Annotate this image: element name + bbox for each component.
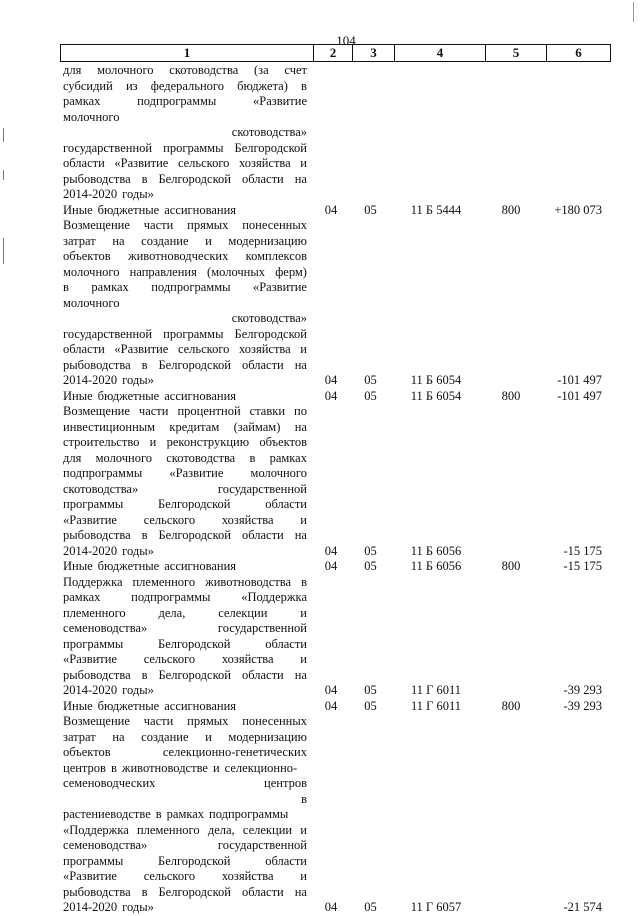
subsection-code: 05: [364, 559, 377, 573]
description-line: семеноводства» государственной: [63, 621, 307, 635]
page-number: 104: [336, 33, 356, 48]
description-line: для молочного скотоводства в рамках: [63, 450, 307, 465]
row-values: [312, 544, 604, 560]
description-line: семеноводческих центров: [63, 776, 307, 790]
description-line: рамках подпрограммы «Поддержка: [63, 590, 307, 604]
table-row: [60, 714, 604, 916]
description-line: затрат на создание и модернизацию: [63, 729, 307, 744]
target-article-code: 11 Б 6054: [410, 388, 462, 403]
subsection-code: 05: [364, 202, 377, 217]
description-line: Возмещение части прямых понесенных: [63, 714, 307, 728]
row-values: [312, 900, 604, 916]
description-line: в: [301, 791, 307, 806]
description-line: Возмещение части прямых понесенных: [63, 218, 307, 232]
row-description: [60, 714, 307, 916]
table-body: [60, 63, 604, 916]
row-description: [60, 203, 307, 219]
description-line: «Развитие сельского хозяйства и: [63, 869, 307, 883]
description-line: в рамках подпрограммы «Развитие: [63, 280, 307, 294]
row-values: [312, 389, 604, 405]
description-line: племенного дела, селекции и: [63, 605, 307, 620]
description-line: молочного: [63, 109, 120, 124]
subsection-code: 05: [364, 373, 377, 387]
table-row: [60, 218, 604, 389]
section-code: 04: [324, 698, 338, 713]
target-article-code: 11 Б 5444: [410, 202, 462, 217]
description-line: государственной программы Белгородской: [63, 326, 307, 341]
description-line: рыбоводства в Белгородской области на: [63, 528, 307, 542]
scan-edge-mark: [3, 128, 4, 142]
header-col-3: 3: [353, 45, 395, 62]
section-code: 04: [324, 373, 338, 387]
description-line: Иные бюджетные ассигнования: [63, 559, 237, 573]
description-line: 2014-2020 годы»: [63, 900, 154, 914]
row-description: [60, 389, 307, 405]
description-line: Иные бюджетные ассигнования: [63, 388, 237, 403]
description-line: области «Развитие сельского хозяйства и: [63, 342, 307, 356]
target-article-code: 11 Г 6011: [410, 683, 462, 697]
description-line: рыбоводства в Белгородской области на: [63, 884, 307, 899]
table-row: [60, 389, 604, 405]
amount-change: -39 293: [563, 698, 602, 713]
row-description: [60, 699, 307, 715]
row-description: [60, 218, 307, 389]
row-description: [60, 559, 307, 575]
description-line: Иные бюджетные ассигнования: [63, 698, 237, 713]
amount-change: -39 293: [563, 683, 602, 697]
description-line: рыбоводства в Белгородской области на: [63, 357, 307, 372]
table-header: [60, 44, 611, 62]
header-col-4: 4: [395, 45, 486, 62]
description-line: Возмещение части процентной ставки по: [63, 404, 307, 418]
amount-change: -101 497: [557, 373, 602, 387]
amount-change: -15 175: [563, 543, 602, 558]
amount-change: -15 175: [563, 559, 602, 573]
row-values: [312, 683, 604, 699]
description-line: подпрограммы «Развитие молочного: [63, 466, 307, 480]
table-row: [60, 404, 604, 559]
description-line: рыбоводства в Белгородской области на: [63, 171, 307, 186]
section-code: 04: [324, 543, 338, 558]
description-line: строительство и реконструкцию объектов: [63, 435, 307, 449]
amount-change: -21 574: [563, 900, 602, 914]
header-col-5: 5: [486, 45, 547, 62]
description-line: 2014-2020 годы»: [63, 187, 154, 201]
description-line: рамках подпрограммы «Развитие: [63, 94, 307, 108]
description-line: скотоводства»: [231, 311, 307, 325]
subsection-code: 05: [364, 683, 377, 697]
description-line: 2014-2020 годы»: [63, 373, 154, 387]
description-line: объектов селекционно-генетических: [63, 745, 307, 759]
description-line: скотоводства» государственной: [63, 481, 307, 496]
table-row: [60, 203, 604, 219]
description-line: 2014-2020 годы»: [63, 683, 154, 697]
description-line: программы Белгородской области: [63, 497, 307, 511]
expense-type-code: 800: [501, 559, 521, 573]
description-line: «Развитие сельского хозяйства и: [63, 512, 307, 527]
row-description: [60, 404, 307, 559]
expense-type-code: 800: [501, 698, 521, 713]
description-line: инвестиционным кредитам (займам) на: [63, 419, 307, 434]
subsection-code: 05: [364, 543, 377, 558]
header-col-6: 6: [547, 45, 611, 62]
description-line: Поддержка племенного животноводства в: [63, 574, 307, 589]
scan-edge-mark: [3, 170, 4, 180]
target-article-code: 11 Б 6054: [410, 373, 462, 387]
description-line: 2014-2020 годы»: [63, 543, 154, 558]
table-row: [60, 575, 604, 699]
description-line: объектов животноводческих комплексов: [63, 249, 307, 263]
description-line: центров в животноводстве и селекционно-: [63, 760, 298, 775]
row-description: [60, 575, 307, 699]
table-row: [60, 699, 604, 715]
expense-type-code: 800: [501, 202, 521, 217]
section-code: 04: [324, 202, 338, 217]
section-code: 04: [324, 683, 338, 697]
target-article-code: 11 Г 6011: [410, 698, 462, 713]
description-line: молочного направления (молочных ферм): [63, 264, 307, 279]
description-line: государственной программы Белгородской: [63, 140, 307, 155]
description-line: «Поддержка племенного дела, селекции и: [63, 822, 307, 837]
section-code: 04: [324, 388, 338, 403]
subsection-code: 05: [364, 388, 377, 403]
target-article-code: 11 Б 6056: [410, 559, 462, 573]
target-article-code: 11 Г 6057: [410, 900, 462, 914]
scan-edge-mark: [3, 238, 4, 264]
subsection-code: 05: [364, 698, 377, 713]
target-article-code: 11 Б 6056: [410, 543, 462, 558]
row-values: [312, 373, 604, 389]
section-code: 04: [324, 900, 338, 914]
row-description: [60, 63, 307, 203]
description-line: области «Развитие сельского хозяйства и: [63, 156, 307, 170]
description-line: «Развитие сельского хозяйства и: [63, 652, 307, 666]
amount-change: -101 497: [557, 388, 602, 403]
description-line: семеноводства» государственной: [63, 838, 307, 852]
scan-edge-mark: [633, 2, 634, 22]
description-line: рыбоводства в Белгородской области на: [63, 667, 307, 682]
table-row: [60, 63, 604, 203]
description-line: Иные бюджетные ассигнования: [63, 202, 237, 217]
description-line: для молочного скотоводства (за счет: [63, 63, 307, 77]
row-values: [312, 203, 604, 219]
section-code: 04: [324, 559, 338, 573]
description-line: молочного: [63, 295, 120, 310]
description-line: программы Белгородской области: [63, 636, 307, 651]
header-col-1: 1: [61, 45, 314, 62]
description-line: программы Белгородской области: [63, 853, 307, 868]
subsection-code: 05: [364, 900, 377, 914]
row-values: [312, 187, 604, 203]
description-line: субсидий из федерального бюджета) в: [63, 78, 307, 93]
table-row: [60, 559, 604, 575]
description-line: затрат на создание и модернизацию: [63, 233, 307, 248]
header-col-2: 2: [314, 45, 353, 62]
row-values: [312, 699, 604, 715]
expense-type-code: 800: [501, 388, 521, 403]
description-line: растениеводстве в рамках подпрограммы: [63, 807, 289, 821]
row-values: [312, 559, 604, 575]
description-line: скотоводства»: [231, 125, 307, 139]
amount-change: +180 073: [554, 202, 602, 217]
